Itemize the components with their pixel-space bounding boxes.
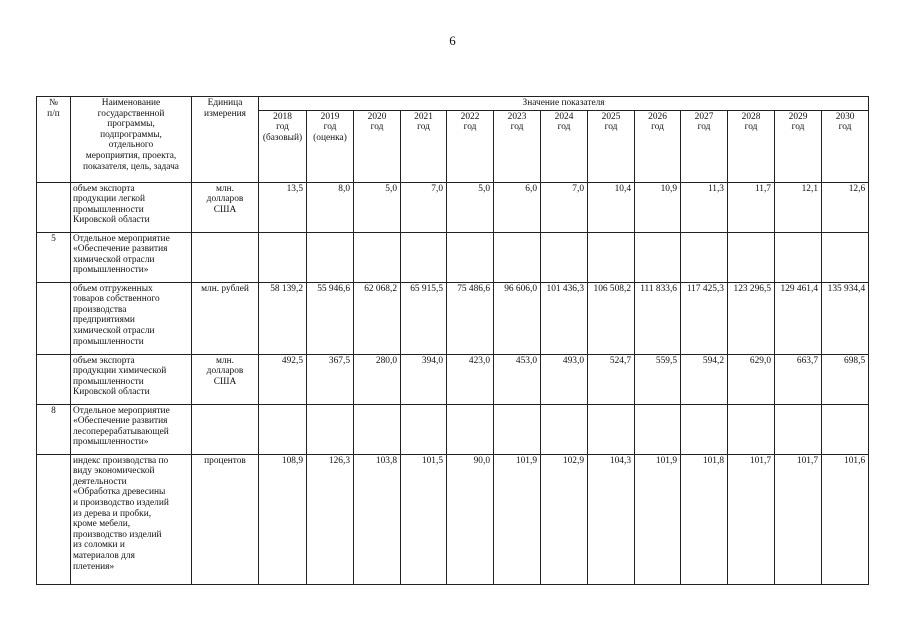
header-year: 2018 год (базовый) <box>259 110 307 182</box>
row-value <box>494 404 541 454</box>
table-row <box>37 354 869 404</box>
row-value <box>681 404 728 454</box>
row-value: 123 296,5 <box>728 282 775 354</box>
row-name: Отдельное мероприятие «Обеспечение развития химической отрасли промышленности» <box>71 232 192 282</box>
row-value <box>822 232 869 282</box>
row-value: 126,3 <box>307 454 354 584</box>
header-year: 2030 год <box>822 110 869 182</box>
row-value: 7,0 <box>401 182 447 232</box>
row-value: 367,5 <box>307 354 354 404</box>
row-value: 629,0 <box>728 354 775 404</box>
row-value: 8,0 <box>307 182 354 232</box>
table-row <box>37 232 869 282</box>
row-value: 698,5 <box>822 354 869 404</box>
row-value: 129 461,4 <box>775 282 822 354</box>
row-value <box>447 232 494 282</box>
header-year: 2028 год <box>728 110 775 182</box>
row-unit <box>192 404 259 454</box>
table-row <box>37 404 869 454</box>
row-value: 101,9 <box>494 454 541 584</box>
row-unit: млн. рублей <box>192 282 259 354</box>
row-number: 5 <box>37 232 71 282</box>
row-value <box>822 404 869 454</box>
row-value <box>494 232 541 282</box>
header-year: 2020 год <box>354 110 401 182</box>
row-value: 104,3 <box>588 454 635 584</box>
row-value: 102,9 <box>541 454 588 584</box>
row-name: Отдельное мероприятие «Обеспечение развития лесоперерабатывающей промышленности» <box>71 404 192 454</box>
header-num: № п/п <box>37 97 71 183</box>
row-value <box>728 232 775 282</box>
row-value: 101,9 <box>635 454 681 584</box>
row-name: объем отгруженных товаров собственного производства предприятиями химической отрасли промышленности <box>71 282 192 354</box>
row-value: 493,0 <box>541 354 588 404</box>
header-year: 2027 год <box>681 110 728 182</box>
row-number <box>37 354 71 404</box>
row-number: 8 <box>37 404 71 454</box>
header-year: 2029 год <box>775 110 822 182</box>
row-value <box>635 232 681 282</box>
row-unit: млн. долларов США <box>192 354 259 404</box>
row-value: 106 508,2 <box>588 282 635 354</box>
header-year: 2023 год <box>494 110 541 182</box>
indicators-table <box>36 96 869 585</box>
row-value: 5,0 <box>354 182 401 232</box>
row-unit: млн. долларов США <box>192 182 259 232</box>
header-name: Наименование государственной программы, подпрограммы, отдельного мероприятия, проекта, показателя, цель, задача <box>71 97 192 183</box>
row-value: 101,5 <box>401 454 447 584</box>
row-value: 111 833,6 <box>635 282 681 354</box>
header-year: 2024 год <box>541 110 588 182</box>
row-value <box>354 232 401 282</box>
row-value: 559,5 <box>635 354 681 404</box>
header-unit: Единица измерения <box>192 97 259 183</box>
row-value: 394,0 <box>401 354 447 404</box>
row-value <box>635 404 681 454</box>
header-year: 2021 год <box>401 110 447 182</box>
row-value: 11,7 <box>728 182 775 232</box>
row-value: 101,7 <box>775 454 822 584</box>
row-value <box>307 404 354 454</box>
row-unit: процентов <box>192 454 259 584</box>
row-value <box>681 232 728 282</box>
row-value: 12,1 <box>775 182 822 232</box>
row-value <box>259 404 307 454</box>
row-value: 423,0 <box>447 354 494 404</box>
table-row <box>37 454 869 584</box>
row-value: 90,0 <box>447 454 494 584</box>
row-value <box>728 404 775 454</box>
row-value: 101,8 <box>681 454 728 584</box>
row-value: 55 946,6 <box>307 282 354 354</box>
table-row <box>37 182 869 232</box>
row-value <box>541 404 588 454</box>
row-value: 12,6 <box>822 182 869 232</box>
row-value: 65 915,5 <box>401 282 447 354</box>
row-value: 135 934,4 <box>822 282 869 354</box>
row-value: 13,5 <box>259 182 307 232</box>
header-year: 2026 год <box>635 110 681 182</box>
row-value <box>259 232 307 282</box>
row-value: 101,7 <box>728 454 775 584</box>
row-value: 117 425,3 <box>681 282 728 354</box>
row-value: 62 068,2 <box>354 282 401 354</box>
row-value <box>401 232 447 282</box>
row-value: 280,0 <box>354 354 401 404</box>
row-value: 101,6 <box>822 454 869 584</box>
row-value <box>775 232 822 282</box>
row-value: 75 486,6 <box>447 282 494 354</box>
header-year: 2025 год <box>588 110 635 182</box>
row-value: 58 139,2 <box>259 282 307 354</box>
row-number <box>37 282 71 354</box>
row-value: 10,9 <box>635 182 681 232</box>
row-value <box>307 232 354 282</box>
row-value <box>401 404 447 454</box>
row-number <box>37 182 71 232</box>
row-name: объем экспорта продукции химической промышленности Кировской области <box>71 354 192 404</box>
row-value: 594,2 <box>681 354 728 404</box>
header-year: 2022 год <box>447 110 494 182</box>
row-value: 11,3 <box>681 182 728 232</box>
row-value: 492,5 <box>259 354 307 404</box>
row-value <box>588 232 635 282</box>
header-year: 2019 год (оценка) <box>307 110 354 182</box>
row-value: 453,0 <box>494 354 541 404</box>
row-value <box>775 404 822 454</box>
row-value <box>541 232 588 282</box>
row-value <box>447 404 494 454</box>
row-value <box>588 404 635 454</box>
row-value: 524,7 <box>588 354 635 404</box>
row-value: 103,8 <box>354 454 401 584</box>
row-value <box>354 404 401 454</box>
row-name: индекс производства по виду экономической деятельности «Обработка древесины и производство изделий из дерева и пробки, кроме мебели, производство изделий из соломки и материалов для плетения» <box>71 454 192 584</box>
row-value: 6,0 <box>494 182 541 232</box>
row-value: 10,4 <box>588 182 635 232</box>
row-unit <box>192 232 259 282</box>
header-values-group: Значение показателя <box>259 97 869 111</box>
row-value: 101 436,3 <box>541 282 588 354</box>
row-name: объем экспорта продукции легкой промышленности Кировской области <box>71 182 192 232</box>
row-value: 108,9 <box>259 454 307 584</box>
row-number <box>37 454 71 584</box>
page-number: 6 <box>449 33 456 48</box>
table-row <box>37 282 869 354</box>
row-value: 96 606,0 <box>494 282 541 354</box>
row-value: 5,0 <box>447 182 494 232</box>
row-value: 663,7 <box>775 354 822 404</box>
row-value: 7,0 <box>541 182 588 232</box>
